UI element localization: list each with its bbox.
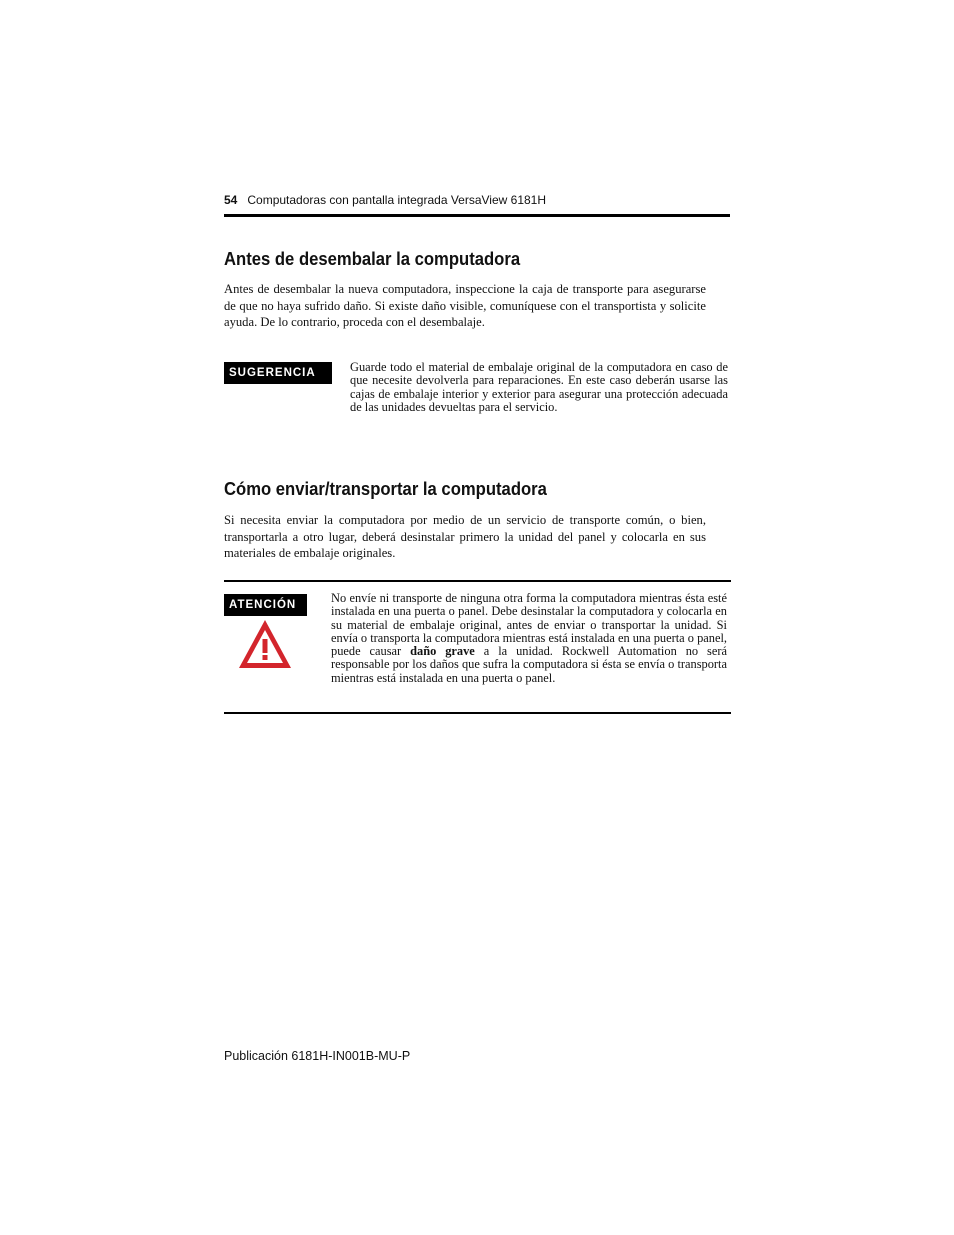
- attention-text: [331, 592, 727, 685]
- attention-text-start: No envíe ni transporte de ninguna otra forma la computadora mientras ésta esté instalada en una puerta o panel. Debe desinstalar la computadora y colocarla en su material de embalaje original, antes de enviar o transportar la unidad. Si envía o transporta la computadora mientras está instalada en una puerta o panel, puede causar: [331, 591, 728, 659]
- attention-text-emphasis: daño grave: [410, 644, 475, 659]
- attention-label: ATENCIÓN: [224, 594, 307, 616]
- tip-text: Guarde todo el material de embalaje original de la computadora en caso de que necesite devolverla para reparaciones. En este caso deberán usarse las cajas de embalaje interior y exterior para asegurar una protección adecuada de las unidades devueltas para el servicio.: [350, 360, 728, 414]
- page-number: 54: [224, 193, 238, 207]
- warning-triangle-icon: [237, 618, 293, 670]
- tip-label: SUGERENCIA: [224, 362, 332, 384]
- section-paragraph-shipping: Si necesita enviar la computadora por medio de un servicio de transporte común, o bien, transportarla a otro lugar, deberá desinstalar primero la unidad del panel y colocarla en sus materiales de embalaje originales.: [224, 513, 706, 560]
- document-title: Computadoras con pantalla integrada VersaView 6181H: [247, 193, 546, 207]
- section-heading-unpack: Antes de desembalar la computadora: [224, 248, 521, 269]
- attention-bottom-rule: [224, 712, 731, 714]
- section-paragraph-unpack: Antes de desembalar la nueva computadora, inspeccione la caja de transporte para asegurarse de que no haya sufrido daño. Si existe daño visible, comuníquese con el transportista y solicite ayuda. De lo contrario, proceda con el desembalaje.: [224, 282, 706, 329]
- page-header: [224, 192, 730, 208]
- warning-exclamation-bar: [263, 639, 268, 653]
- header-rule: [224, 214, 730, 217]
- attention-text-end: a la unidad. Rockwell Automation no será responsable por los daños que sufra la computadora si ésta se envía o transporta mientras está instalada en una puerta o panel.: [331, 644, 727, 685]
- warning-exclamation-dot: [263, 655, 268, 660]
- section-heading-shipping: Cómo enviar/transportar la computadora: [224, 478, 547, 499]
- attention-top-rule: [224, 580, 731, 582]
- publication-footer: Publicación 6181H-IN001B-MU-P: [224, 1049, 411, 1063]
